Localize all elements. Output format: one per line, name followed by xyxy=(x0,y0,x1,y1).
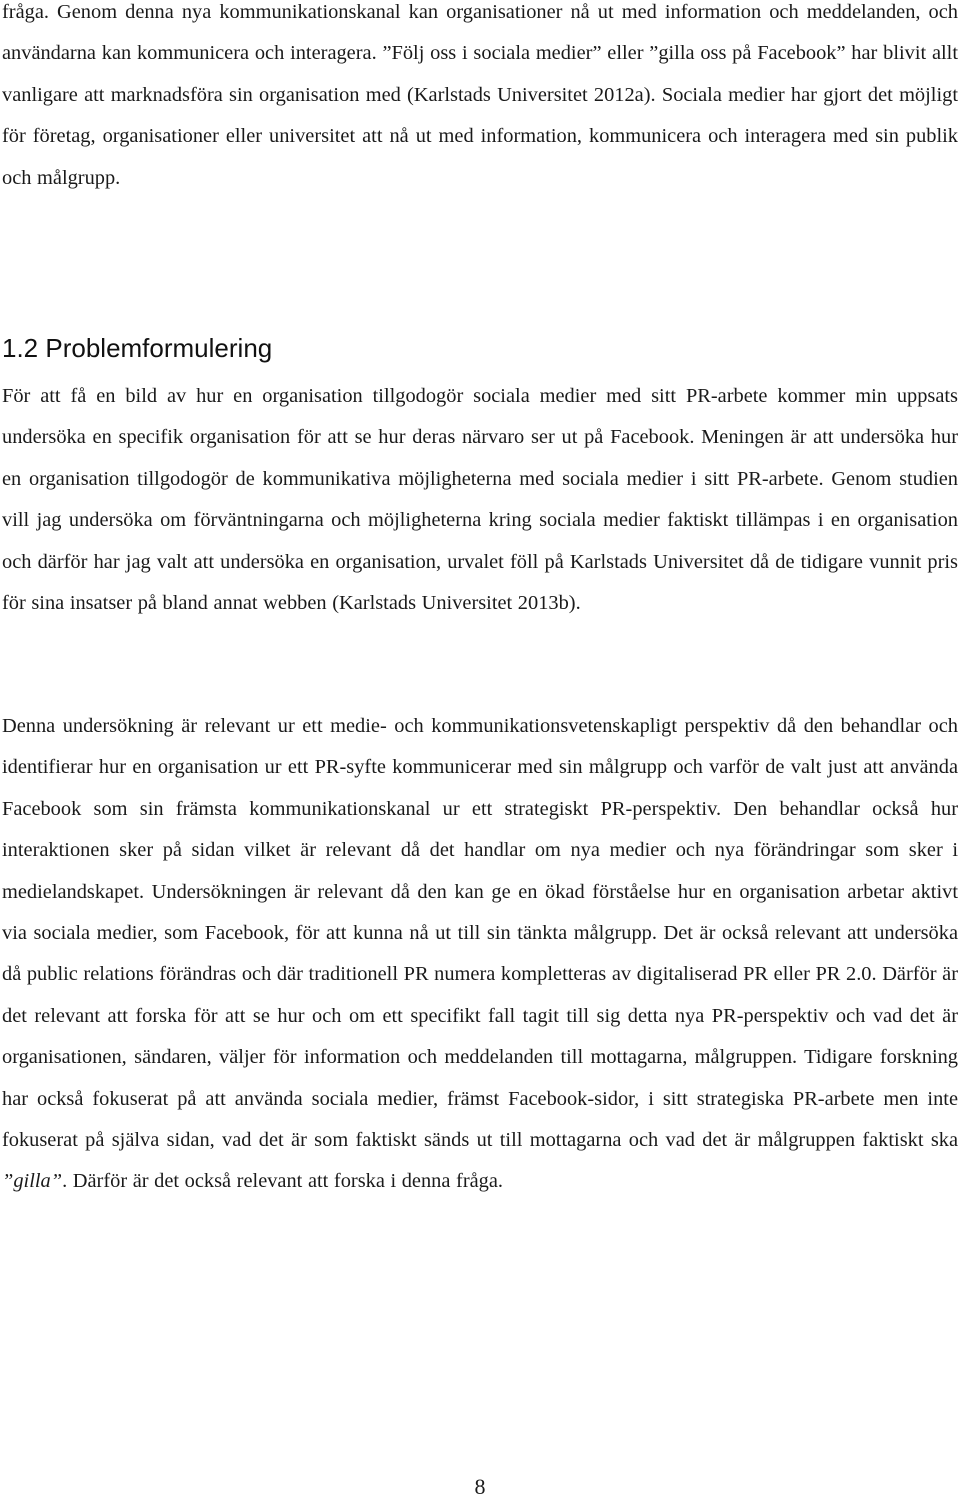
section-heading: 1.2 Problemformulering xyxy=(2,333,273,363)
paragraph-relevance-text-end: . Därför är det också relevant att forska i denna fråga. xyxy=(62,1170,503,1193)
paragraph-problem-statement: För att få en bild av hur en organisation tillgodogör sociala medier med sitt PR-arbete kommer min uppsats undersöka en specifik organisation för att se hur deras närvaro ser ut på Facebook. Meningen är att undersöka hur en organisation tillgodogör de kommunikativa möjligheterna med sociala medier i sitt PR-arbete. Genom studien vill jag undersöka om förväntningarna och möjligheterna kring sociala medier faktiskt tillämpas i en organisation och därför har jag valt att undersöka en organisation, urvalet föll på Karlstads Universitet då de tidigare vunnit pris för sina insatser på bland annat webben (Karlstads Universitet 2013b). xyxy=(2,385,958,615)
paragraph-relevance-italic-term: ”gilla” xyxy=(2,1170,63,1193)
paragraph-relevance xyxy=(2,706,958,1203)
page-number: 8 xyxy=(474,1474,486,1499)
paragraph-continued: fråga. Genom denna nya kommunikationskanal kan organisationer nå ut med information och meddelanden, och användarna kan kommunicera och interagera. ”Följ oss i sociala medier” eller ”gilla oss på Facebook” har blivit allt vanligare att marknadsföra sin organisation med (Karlstads Universitet 2012a). Sociala medier har gjort det möjligt för företag, organisationer eller universitet att nå ut med information, kommunicera och interagera med sin publik och målgrupp. xyxy=(2,1,958,189)
paragraph-relevance-text: Denna undersökning är relevant ur ett medie- och kommunikationsvetenskapligt perspektiv då den behandlar och identifierar hur en organisation ur ett PR-syfte kommunicerar med sin målgrupp och varför de valt just att använda Facebook som sin främsta kommunikationskanal ur ett strategiskt PR-perspektiv. Den behandlar också hur interaktionen sker på sidan vilket är relevant då det handlar om nya medier och nya förändringar som sker i medielandskapet. Undersökningen är relevant då den kan ge en ökad förståelse hur en organisation arbetar aktivt via sociala medier, som Facebook, för att kunna nå ut till sin tänkta målgrupp. Det är också relevant att undersöka då public relations förändras och där traditionell PR numera kompletteras av digitaliserad PR eller PR 2.0. Därför är det relevant att forska för att se hur och om ett specifikt fall tagit till sig detta nya PR-perspektiv och vad det är organisationen, sändaren, väljer för information och meddelanden till mottagarna, målgruppen. Tidigare forskning har också fokuserat på att använda sociala medier, främst Facebook-sidor, i sitt strategiska PR-arbete men inte fokuserat på själva sidan, vad det är som faktiskt sänds ut till mottagarna och vad det är målgruppen faktiskt ska xyxy=(2,715,958,1152)
